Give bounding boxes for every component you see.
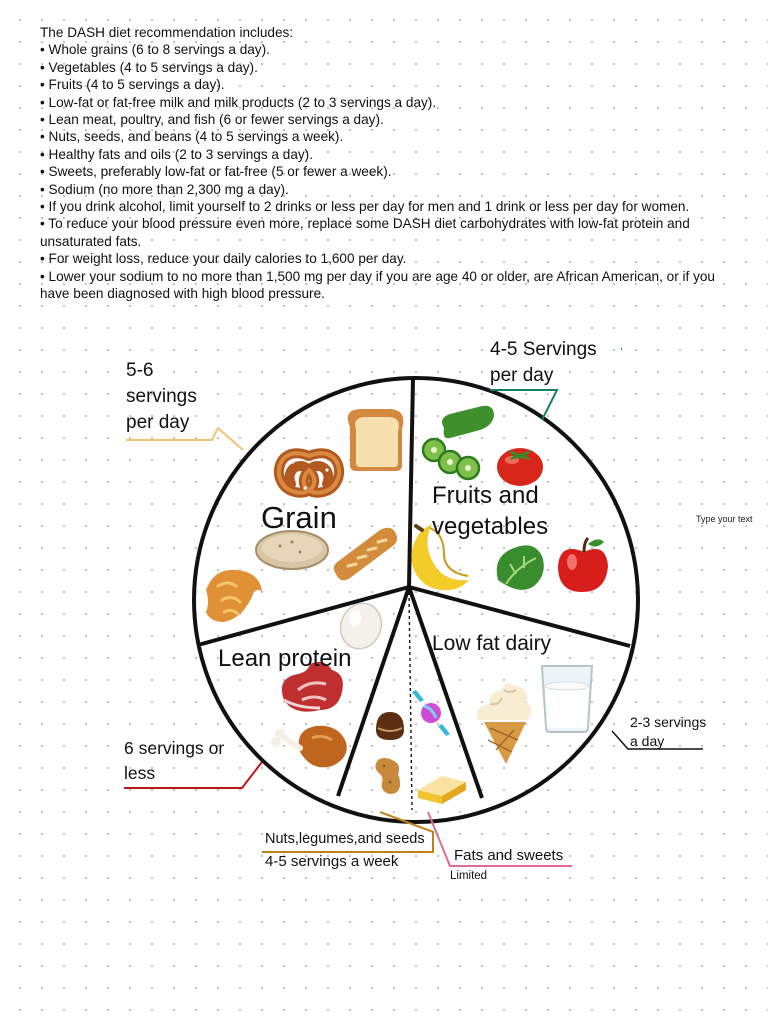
recommendation-item: • Fruits (4 to 5 servings a day). — [40, 77, 225, 93]
recommendation-item: • Sodium (no more than 2,300 mg a day). — [40, 181, 289, 197]
cucumber-icon — [423, 406, 494, 479]
sector-label-fruits-vegetables: Fruits and vegetables — [432, 482, 549, 540]
grain-servings-callout: 5-6 servings per day — [126, 360, 197, 433]
milk-glass-icon — [542, 666, 592, 732]
recommendation-item: • To reduce your blood pressure even more, replace some DASH diet carbohydrates with low-fat protein and unsaturated fats. — [40, 216, 690, 249]
intro-text: The DASH diet recommendation includes: — [40, 25, 294, 40]
butter-icon — [418, 776, 466, 804]
dairy-servings-callout: 2-3 servings a day — [630, 714, 707, 749]
divider-nuts-fats — [409, 592, 412, 810]
sector-label-low-fat-dairy: Low fat dairy — [432, 632, 552, 655]
recommendation-item: • Lean meat, poultry, and fish (6 or fewer servings a day). — [40, 112, 384, 128]
protein-servings-callout: 6 servings or less — [124, 738, 225, 783]
ice-cream-icon — [477, 683, 531, 764]
fats-title-callout: Fats and sweets — [454, 847, 564, 864]
divider-dairy-fats — [409, 587, 482, 798]
placeholder-text: Type your text — [696, 514, 753, 524]
recommendation-item: • For weight loss, reduce your daily calories to 1,600 per day. — [40, 251, 407, 267]
recommendation-item: • Healthy fats and oils (2 to 3 servings a day). — [40, 146, 313, 162]
chicken-leg-icon — [271, 726, 347, 768]
recommendation-item: • Nuts, seeds, and beans (4 to 5 servings a week). — [40, 129, 344, 145]
recommendation-item: • Vegetables (4 to 5 servings a day). — [40, 59, 258, 75]
baguette-icon — [334, 528, 397, 581]
pretzel-icon — [279, 453, 339, 492]
flatbread-icon — [256, 531, 328, 569]
recommendation-item: • If you drink alcohol, limit yourself to 2 drinks or less per day for men and 1 drink or less per day for women. — [40, 199, 690, 215]
recommendation-item: • Whole grains (6 to 8 servings a day). — [40, 42, 270, 58]
croissant-icon — [206, 570, 262, 622]
fruit-veg-servings-callout: 4-5 Servings per day — [490, 339, 597, 386]
recommendation-item: • Sweets, preferably low-fat or fat-free (5 or fewer a week). — [40, 164, 392, 180]
sector-label-grain: Grain — [261, 500, 337, 535]
fats-servings-callout: Limited — [450, 870, 488, 882]
candy-icon — [412, 690, 450, 736]
recommendation-item: • Lower your sodium to no more than 1,500 mg per day if you are age 40 or older, are African American, or if you have been diagnosed with high blood pressure. — [40, 268, 715, 302]
plate-circle — [194, 378, 638, 822]
nuts-title-callout: Nuts,legumes,and seeds — [265, 831, 425, 847]
apple-icon — [558, 538, 608, 592]
recommendation-item: • Low-fat or fat-free milk and milk products (2 to 3 servings a day). — [40, 94, 437, 110]
bread-loaf-icon — [348, 409, 404, 471]
chestnut-icon — [376, 712, 404, 740]
peanut-icon — [375, 758, 400, 794]
nuts-servings-callout: 4-5 servings a week — [265, 853, 399, 870]
lettuce-icon — [497, 545, 544, 590]
sector-label-lean-protein: Lean protein — [218, 645, 352, 672]
